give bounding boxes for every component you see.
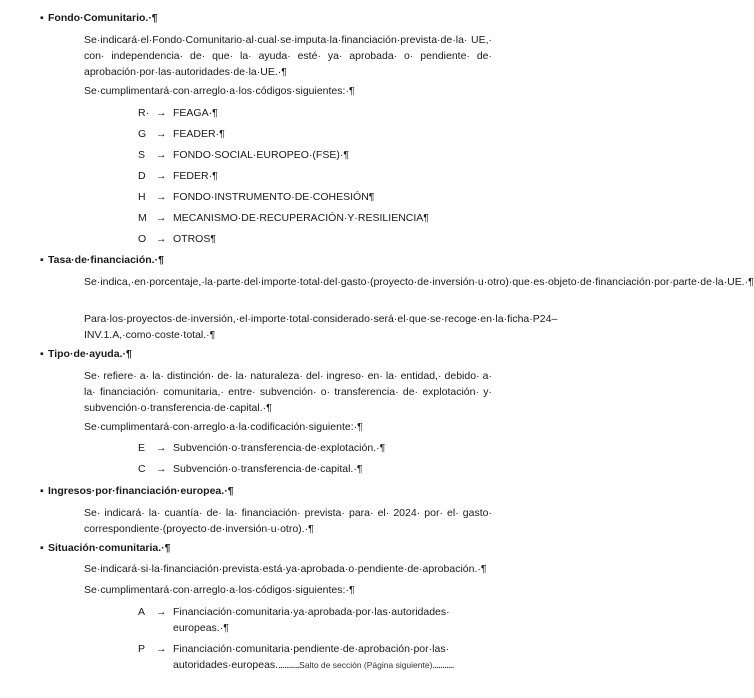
arrow-icon: → (156, 212, 167, 224)
code-letter: H (138, 191, 146, 203)
code-letter: D (138, 170, 146, 182)
arrow-icon: → (156, 191, 167, 203)
code-label: Subvención·o·transferencia·de·explotación.·¶ (173, 442, 386, 454)
paragraph-tipo-description: Se· refiere· a· la· distinción· de· la· naturaleza· del· ingreso· en· la· entidad,· debido· a· la· financiación· comunitaria,· entre· subvención· o· transferencia· de· explotación· y· subvención·o·transferencia·de·capital.·¶ (84, 370, 492, 414)
code-label (173, 641, 491, 673)
arrow-icon: → (156, 170, 167, 182)
code-label: OTROS¶ (173, 233, 216, 245)
paragraph-fondo-description: Se·indicará·el·Fondo·Comunitario·al·cual·se·imputa·la·financiación·prevista·de·la· UE,· con· independencia· de· que· la· ayuda· esté· ya· aprobada· o· pendiente· de· aprobación·por·las·autoridades·de·la·UE.·¶ (84, 34, 492, 78)
code-label: Financiación·comunitaria·ya·aprobada·por·las·autoridades· europeas.·¶ (173, 606, 450, 634)
heading-text: Tasa·de·financiación.·¶ (48, 254, 164, 266)
paragraph-tipo-intro: Se·cumplimentará·con·arreglo·a·la·codificación·siguiente:·¶ (84, 421, 363, 433)
code-label: FONDO·SOCIAL·EUROPEO·(FSE)·¶ (173, 149, 349, 161)
heading-text: Ingresos·por·financiación·europea.·¶ (48, 485, 234, 497)
paragraph-tasa-description: Se·indica,·en·porcentaje,·la·parte·del·importe·total·del·gasto·(proyecto·de·inversión·u·otro)·que·es·objeto·de·financiación·por·parte·de·la·UE.·¶ (84, 276, 754, 288)
code-label-text: Financiación·comunitaria·pendiente·de·aprobación·por·las· autoridades·europeas. (173, 643, 450, 671)
heading-text: Situación·comunitaria.·¶ (48, 542, 171, 554)
arrow-icon: → (156, 107, 167, 119)
code-letter: R· (138, 107, 150, 119)
section-break-marker: Salto de sección (Página siguiente) (299, 660, 433, 670)
code-label: FEAGA·¶ (173, 107, 218, 119)
arrow-icon: → (156, 233, 167, 245)
bullet-icon: ▪ (40, 485, 44, 497)
paragraph-tasa-inversion: Para·los·proyectos·de·inversión,·el·importe·total·considerado·será·el·que·se·recoge·en·la·ficha·P24–INV.1.A,·como·coste·total.·¶ (84, 313, 558, 341)
code-item-situacion-a (138, 604, 492, 636)
arrow-icon: → (156, 442, 167, 454)
code-label: FONDO·INSTRUMENTO·DE·COHESIÓN¶ (173, 191, 375, 203)
code-letter: G (138, 128, 147, 140)
paragraph-ingresos-description: Se· indicará· la· cuantía· de· la· financiación· prevista· para· el· 2024· por· el· gasto· correspondiente·(proyecto·de·inversión·u·otro).·¶ (84, 507, 492, 535)
heading-situacion-comunitaria (40, 542, 171, 554)
heading-fondo-comunitario (40, 12, 158, 24)
heading-text: Fondo·Comunitario.·¶ (48, 12, 158, 24)
code-label: FEDER·¶ (173, 170, 218, 182)
code-item-situacion-p (138, 641, 492, 673)
arrow-icon: → (156, 463, 167, 475)
heading-ingresos-financiacion (40, 485, 234, 497)
arrow-icon: → (156, 606, 167, 618)
arrow-icon: → (156, 149, 167, 161)
arrow-icon: → (156, 128, 167, 140)
code-label: FEADER·¶ (173, 128, 225, 140)
heading-tasa-financiacion (40, 254, 164, 266)
code-letter: A (138, 606, 146, 618)
code-letter: O (138, 233, 147, 245)
bullet-icon: ▪ (40, 12, 44, 24)
heading-tipo-ayuda (40, 348, 132, 360)
bullet-icon: ▪ (40, 542, 44, 554)
section-break-dots-after: ........... (432, 659, 454, 671)
code-label: MECANISMO·DE·RECUPERACIÓN·Y·RESILIENCIA¶ (173, 212, 429, 224)
code-letter: M (138, 212, 147, 224)
heading-text: Tipo·de·ayuda.·¶ (48, 348, 132, 360)
code-letter: C (138, 463, 146, 475)
section-break-dots: ........... (278, 659, 300, 671)
code-letter: P (138, 643, 146, 655)
paragraph-situacion-description: Se·indicará·si·la·financiación·prevista·está·ya·aprobada·o·pendiente·de·aprobación.·¶ (84, 563, 487, 575)
paragraph-situacion-intro: Se·cumplimentará·con·arreglo·a·los·códigos·siguientes:·¶ (84, 584, 355, 596)
arrow-icon: → (156, 643, 167, 655)
paragraph-fondo-intro: Se·cumplimentará·con·arreglo·a·los·códigos·siguientes:·¶ (84, 85, 355, 97)
bullet-icon: ▪ (40, 348, 44, 360)
code-label: Subvención·o·transferencia·de·capital.·¶ (173, 463, 363, 475)
bullet-icon: ▪ (40, 254, 44, 266)
code-letter: S (138, 149, 146, 161)
code-letter: E (138, 442, 146, 454)
